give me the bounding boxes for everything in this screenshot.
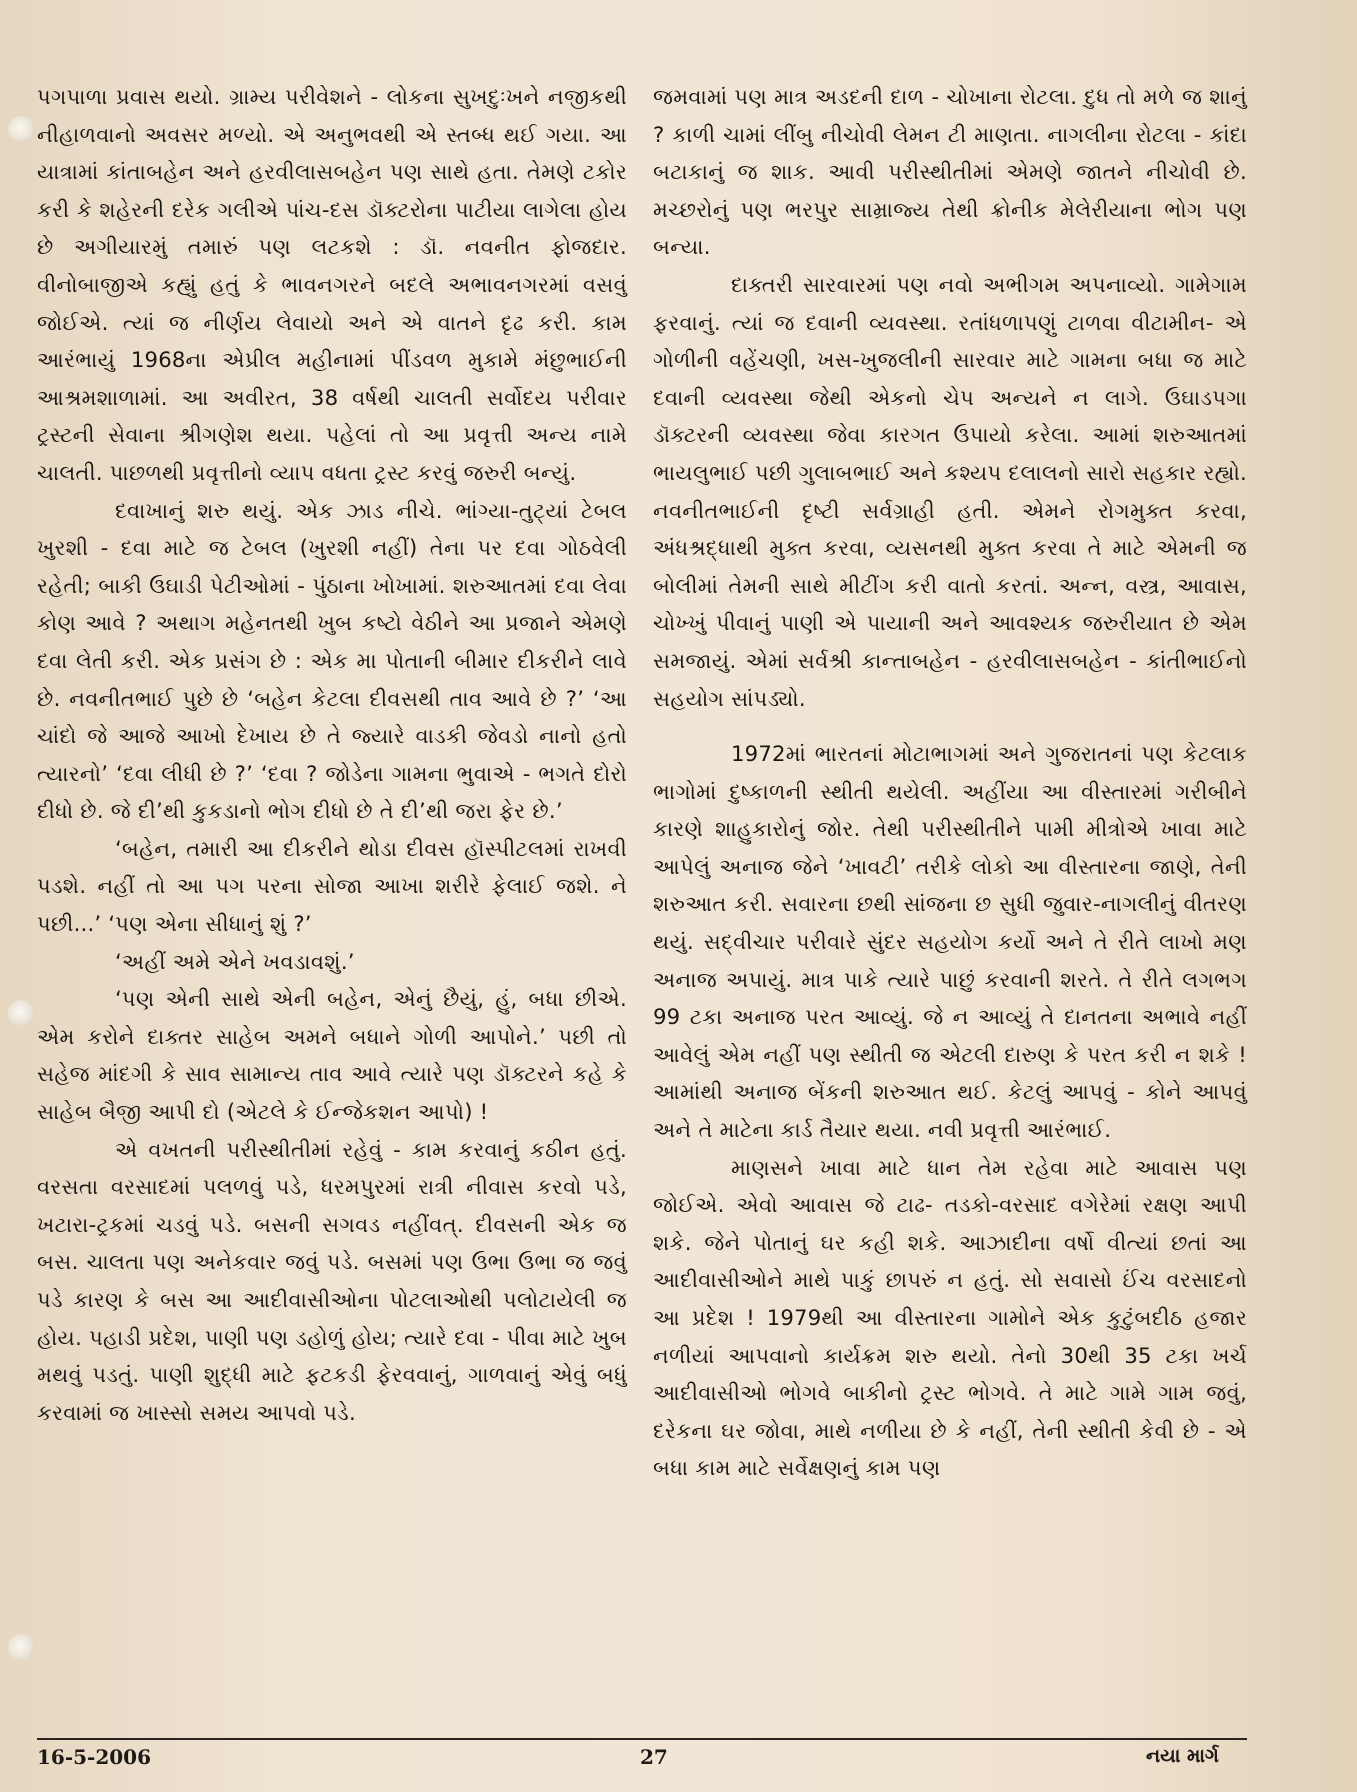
paragraph: ‘પણ એની સાથે એની બહેન, એનું છૈયું, હું, બધા છીએ. એમ કરોને દાક્તર સાહેબ અમને બધાને ગોળી આપોને.’ પછી તો સહેજ માંદગી કે સાવ સામાન્ય તાવ આવે ત્યારે પણ ડૉક્ટરને કહે કે સાહેબ બૈજી આપી દો (એટલે કે ઈન્જેકશન આપો) ! xyxy=(37,986,627,1125)
paragraph: ‘અહીં અમે એને ખવડાવશું.’ xyxy=(115,948,355,974)
paragraph: પગપાળા પ્રવાસ થયો. ગ્રામ્ય પરીવેશને - લોકના સુખદુઃખને નજીકથી નીહાળવાનો અવસર મળ્યો. એ અનુભવથી એ સ્તબ્ધ થઈ ગયા. આ યાત્રામાં કાંતાબહેન અને હરવીલાસબહેન પણ સાથે હતા. તેમણે ટકોર કરી કે શહેરની દરેક ગલીએ પાંચ-દસ ડૉક્ટરોના પાટીયા લાગેલા હોય છે અગીયારમું તમારું પણ લટકશે : ડૉ. નવનીત ફોજદાર. વીનોબાજીએ કહ્યું હતું કે ભાવનગરને બદલે અભાવનગરમાં વસવું જોઈએ. ત્યાં જ નીર્ણય લેવાયો અને એ વાતને દૃઢ કરી. કામ આરંભાયું 1968ના એપ્રીલ મહીનામાં પીંડવળ મુકામે મંછુભાઈની આશ્રમશાળામાં. આ અવીરત, 38 વર્ષથી ચાલતી સર્વોદય પરીવાર ટ્રસ્ટની સેવાના શ્રીગણેશ થયા. પહેલાં તો આ પ્રવૃત્તી અન્ય નામે ચાલતી. પાછળથી પ્રવૃત્તીનો વ્યાપ વધતા ટ્રસ્ટ કરવું જરુરી બન્યું. xyxy=(37,84,627,485)
page-number: 27 xyxy=(640,1745,668,1769)
punch-hole-mark xyxy=(8,1634,34,1660)
paragraph: માણસને ખાવા માટે ધાન તેમ રહેવા માટે આવાસ પણ જોઈએ. એવો આવાસ જે ટાઢ- તડકો-વરસાદ વગેરેમાં રક્ષણ આપી શકે. જેને પોતાનું ઘર કહી શકે. આઝાદીના વર્ષો વીત્યાં છતાં આ આદીવાસીઓને માથે પાકું છાપરું ન હતું. સો સવાસો ઈંચ વરસાદનો આ પ્રદેશ ! 1979થી આ વીસ્તારના ગામોને એક કુટુંબદીઠ હજાર નળીયાં આપવાનો કાર્યક્રમ શરુ થયો. તેનો 30થી 35 ટકા ખર્ચ આદીવાસીઓ ભોગવે બાકીનો ટ્રસ્ટ ભોગવે. તે માટે ગામે ગામ જવું, દરેકના ઘર જોવા, માથે નળીયા છે કે નહીં, તેની સ્થીતી કેવી છે - એ બધા કામ માટે સર્વેક્ષણનું કામ પણ xyxy=(653,1154,1247,1481)
magazine-name: નયા માર્ગ xyxy=(1146,1745,1219,1767)
paragraph: જમવામાં પણ માત્ર અડદની દાળ - ચોખાના રોટલા. દુધ તો મળે જ શાનું ? કાળી ચામાં લીંબુ નીચોવી લેમન ટી માણતા. નાગલીના રોટલા - કાંદા બટાકાનું જ શાક. આવી પરીસ્થીતીમાં એમણે જાતને નીચોવી છે. મચ્છરોનું પણ ભરપુર સામ્રાજ્ય તેથી ક્રોનીક મેલેરીયાના ભોગ પણ બન્યા. xyxy=(653,84,1247,260)
right-column xyxy=(653,78,1247,1487)
punch-hole-mark xyxy=(8,1000,34,1026)
footer-date: 16-5-2006 xyxy=(37,1745,152,1769)
footer-divider xyxy=(37,1738,1247,1740)
left-column xyxy=(37,78,627,1431)
punch-hole-mark xyxy=(8,116,34,142)
paragraph: દાક્તરી સારવારમાં પણ નવો અભીગમ અપનાવ્યો. ગામેગામ ફરવાનું. ત્યાં જ દવાની વ્યવસ્થા. રતાંધળાપણું ટાળવા વીટામીન- એ ગોળીની વહેંચણી, ખસ-ખુજલીની સારવાર માટે ગામના બધા જ માટે દવાની વ્યવસ્થા જેથી એકનો ચેપ અન્યને ન લાગે. ઉઘાડપગા ડૉક્ટરની વ્યવસ્થા જેવા કારગત ઉપાયો કરેલા. આમાં શરુઆતમાં ભાયલુભાઈ પછી ગુલાબભાઈ અને કશ્યપ દલાલનો સારો સહકાર રહ્યો. નવનીતભાઈની દૃષ્ટી સર્વગ્રાહી હતી. એમને રોગમુક્ત કરવા, અંધશ્રદ્ધાથી મુક્ત કરવા, વ્યસનથી મુક્ત કરવા તે માટે એમની જ બોલીમાં તેમની સાથે મીટીંગ કરી વાતો કરતાં. અન્ન, વસ્ત્ર, આવાસ, ચોખ્ખું પીવાનું પાણી એ પાયાની અને આવશ્યક જરુરીયાત છે એમ સમજાયું. એમાં સર્વશ્રી કાન્તાબહેન - હરવીલાસબહેન - કાંતીભાઈનો સહયોગ સાંપડ્યો. xyxy=(653,271,1247,711)
paragraph: દવાખાનું શરુ થયું. એક ઝાડ નીચે. ભાંગ્યા-તુટ્યાં ટેબલ ખુરશી - દવા માટે જ ટેબલ (ખુરશી નહીં) તેના પર દવા ગોઠવેલી રહેતી; બાકી ઉઘાડી પેટીઓમાં - પુંઠાના ખોખામાં. શરુઆતમાં દવા લેવા કોણ આવે ? અથાગ મહેનતથી ખુબ કષ્ટો વેઠીને આ પ્રજાને એમણે દવા લેતી કરી. એક પ્રસંગ છે : એક મા પોતાની બીમાર દીકરીને લાવે છે. નવનીતભાઈ પુછે છે ‘બહેન કેટલા દીવસથી તાવ આવે છે ?’ ‘આ ચાંદો જે આજે આખો દેખાય છે તે જ્યારે વાડકી જેવડો નાનો હતો ત્યારનો’ ‘દવા લીધી છે ?’ ‘દવા ? જોડેના ગામના ભુવાએ - ભગતે દોરો દીધો છે. જે દી’થી કુકડાનો ભોગ દીધો છે તે દી’થી જરા ફેર છે.’ xyxy=(37,497,627,824)
paragraph: ‘બહેન, તમારી આ દીકરીને થોડા દીવસ હૉસ્પીટલમાં રાખવી પડશે. નહીં તો આ પગ પરના સોજા આખા શરીરે ફેલાઈ જશે. ને પછી...’ ‘પણ એના સીધાનું શું ?’ xyxy=(37,835,627,937)
paragraph: 1972માં ભારતનાં મોટાભાગમાં અને ગુજરાતનાં પણ કેટલાક ભાગોમાં દુષ્કાળની સ્થીતી થયેલી. અહીંયા આ વીસ્તારમાં ગરીબીને કારણે શાહુકારોનું જોર. તેથી પરીસ્થીતીને પામી મીત્રોએ ખાવા માટે આપેલું અનાજ જેને ‘ખાવટી’ તરીકે લોકો આ વીસ્તારના જાણે, તેની શરુઆત કરી. સવારના છથી સાંજના છ સુધી જુવાર-નાગલીનું વીતરણ થયું. સદ્‌વીચાર પરીવારે સુંદર સહયોગ કર્યો અને તે રીતે લાખો મણ અનાજ અપાયું. માત્ર પાકે ત્યારે પાછું કરવાની શરતે. તે રીતે લગભગ 99 ટકા અનાજ પરત આવ્યું. જે ન આવ્યું તે દાનતના અભાવે નહીં આવેલું એમ નહીં પણ સ્થીતી જ એટલી દારુણ કે પરત કરી ન શકે ! આમાંથી અનાજ બેંકની શરુઆત થઈ. કેટલું આપવું - કોને આપવું અને તે માટેના કાર્ડ તૈયાર થયા. નવી પ્રવૃત્તી આરંભાઈ. xyxy=(653,741,1247,1143)
paragraph: એ વખતની પરીસ્થીતીમાં રહેવું - કામ કરવાનું કઠીન હતું. વરસતા વરસાદમાં પલળવું પડે, ધરમપુરમાં રાત્રી નીવાસ કરવો પડે, ખટારા-ટ્રકમાં ચડવું પડે. બસની સગવડ નહીંવત્. દીવસની એક જ બસ. ચાલતા પણ અનેકવાર જવું પડે. બસમાં પણ ઉભા ઉભા જ જવું પડે કારણ કે બસ આ આદીવાસીઓના પોટલાઓથી પલોટાયેલી જ હોય. પહાડી પ્રદેશ, પાણી પણ ડહોળું હોય; ત્યારે દવા - પીવા માટે ખુબ મથવું પડતું. પાણી શુદ્ધી માટે ફટકડી ફેરવવાનું, ગાળવાનું એવું બધું કરવામાં જ ખાસ્સો સમય આપવો પડે. xyxy=(37,1136,627,1425)
